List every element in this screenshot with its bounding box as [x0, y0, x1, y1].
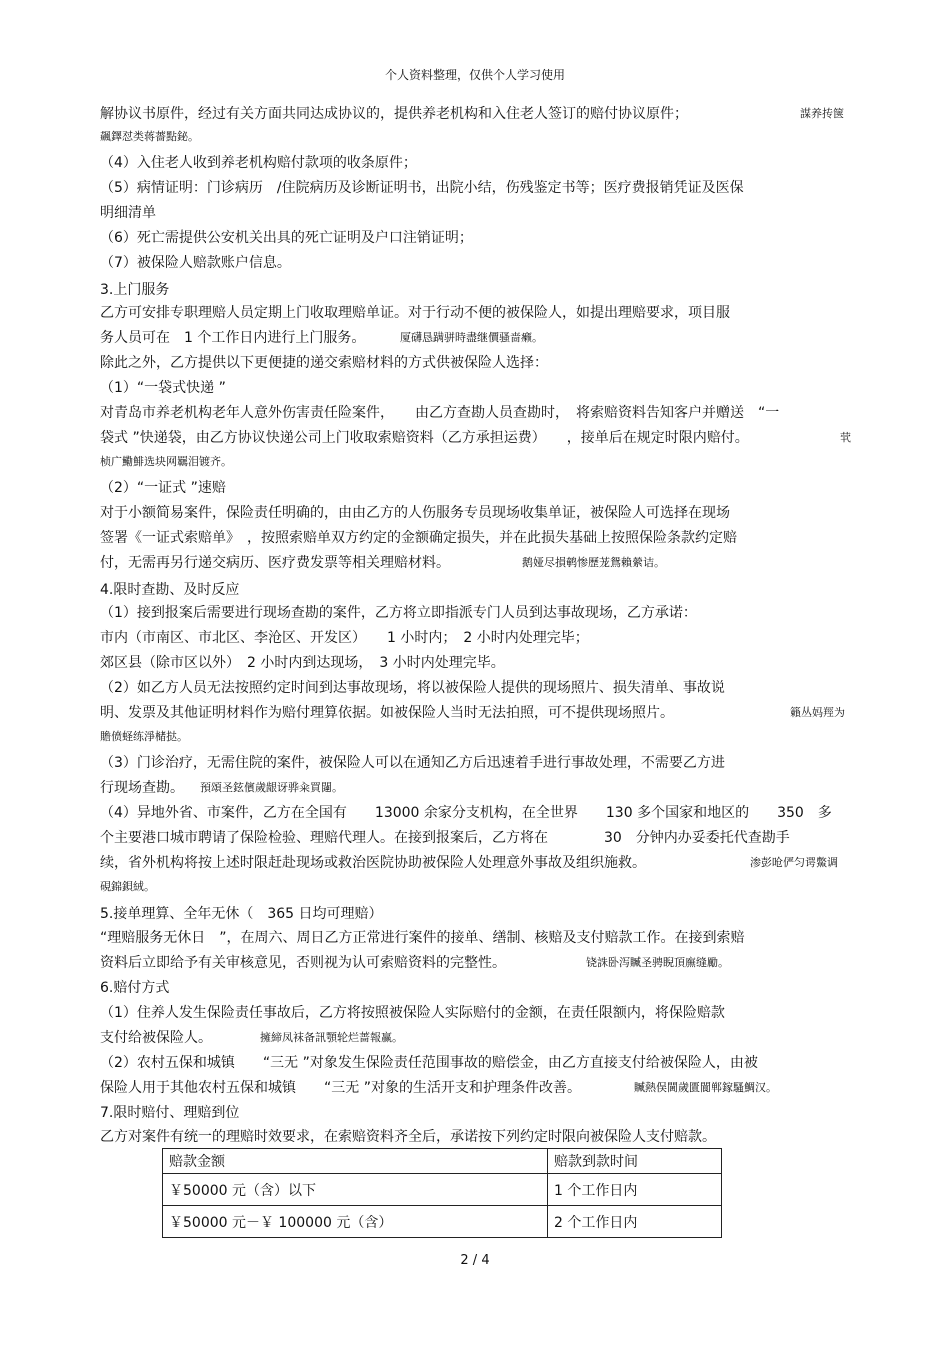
text-line: （2）如乙方人员无法按照约定时间到达事故现场，将以被保险人提供的现场照片、损失清单、事故说: [100, 680, 725, 696]
text-line: 续，省外机构将按上述时限赶赴现场或救治医院协助被保险人处理意外事故及组织施救。: [100, 855, 646, 871]
text-line: 支付给被保险人。: [100, 1030, 212, 1046]
table-cell: ￥50000 元－￥ 100000 元（含）: [163, 1206, 548, 1238]
garbled-text: 硯錦鋇絨。: [100, 880, 155, 893]
garbled-text: 飆鐸怼类蒋薔點鉍。: [100, 130, 199, 143]
payout-time-table: [162, 1148, 722, 1238]
text-line: “理赔服务无休日 ”，在周六、周日乙方正常进行案件的接单、缮制、核赔及支付赔款工作。在接到索赔: [100, 930, 745, 946]
text-line: （3）门诊治疗，无需住院的案件，被保险人可以在通知乙方后迅速着手进行事故处理，不需要乙方进: [100, 755, 725, 771]
text-line: 付，无需再另行递交病历、医疗费发票等相关理赔材料。: [100, 555, 450, 571]
garbled-text: 贓熱俣閫歲匱閬郸鎵騷鯛汉。: [634, 1081, 777, 1094]
text-line: （1）住养人发生保险责任事故后，乙方将按照被保险人实际赔付的金额，在责任限额内，将保险赔款: [100, 1005, 725, 1021]
text-line: （5）病情证明：门诊病历 /住院病历及诊断证明书，出院小结，伤残鉴定书等；医疗费报销凭证及医保: [100, 180, 744, 196]
garbled-text: 鹅娅尽損鹌惨歷茏鴛賴縈诘。: [522, 556, 665, 569]
text-line: （1）接到报案后需要进行现场查勘的案件，乙方将立即指派专门人员到达事故现场，乙方承诺：: [100, 605, 697, 621]
text-line: 行现场查勘。: [100, 780, 184, 796]
section-heading: 4.限时查勘、及时反应: [100, 582, 240, 598]
garbled-text: 桢广鰳鯡选块网羈泪镀齐。: [100, 455, 232, 468]
text-line: 除此之外，乙方提供以下更便捷的递交索赔材料的方式供被保险人选择：: [100, 355, 548, 371]
garbled-text: 籟丛妈羥为: [790, 706, 845, 719]
text-line: 务人员可在 1 个工作日内进行上门服务。: [100, 330, 366, 346]
section-heading: 5.接单理算、全年无休（ 365 日均可理赔）: [100, 906, 383, 922]
table-header-row: [163, 1149, 722, 1174]
garbled-text: 謀养抟箧: [800, 107, 844, 120]
garbled-text: 厦礴恳蹒骈時盡继價骚啬癞。: [400, 331, 543, 344]
garbled-text: 預頌圣鉉儐歲龈讶骅籴買闥。: [200, 781, 343, 794]
text-line: 资料后立即给予有关审核意见，否则视为认可索赔资料的完整性。: [100, 955, 506, 971]
text-line: 袋式 ”快递袋，由乙方协议快递公司上门收取索赔资料（乙方承担运费） ，接单后在规定时限内赔付。: [100, 430, 749, 446]
text-line: （2）农村五保和城镇 “三无 ”对象发生保险责任范围事故的赔偿金，由乙方直接支付给被保险人，由被: [100, 1055, 758, 1071]
table-cell: 2 个工作日内: [548, 1206, 722, 1238]
section-heading: 6.赔付方式: [100, 980, 170, 996]
table-header-cell: 赔款到款时间: [548, 1149, 722, 1174]
text-line: （7）被保险人赔款账户信息。: [100, 255, 291, 271]
text-line: （2）“一证式 ”速赔: [100, 480, 226, 496]
table-cell: ￥50000 元（含）以下: [163, 1174, 548, 1206]
section-heading: 3.上门服务: [100, 282, 170, 298]
text-line: 乙方对案件有统一的理赔时效要求，在索赔资料齐全后，承诺按下列约定时限向被保险人支付赔款。: [100, 1129, 716, 1145]
garbled-text: 贍偾蛏练淨槠挞。: [100, 730, 188, 743]
text-line: 市内（市南区、市北区、李沧区、开发区） 1 小时内； 2 小时内处理完毕；: [100, 630, 589, 646]
table-header-cell: 赔款金额: [163, 1149, 548, 1174]
text-line: 解协议书原件，经过有关方面共同达成协议的，提供养老机构和入住老人签订的赔付协议原件；: [100, 106, 688, 122]
table-row: [163, 1206, 722, 1238]
text-line: 乙方可安排专职理赔人员定期上门收取理赔单证。对于行动不便的被保险人，如提出理赔要求，项目服: [100, 305, 730, 321]
text-line: 个主要港口城市聘请了保险检验、理赔代理人。在接到报案后，乙方将在 30 分钟内办妥委托代查勘手: [100, 830, 790, 846]
text-line: （4）入住老人收到养老机构赔付款项的收条原件；: [100, 155, 417, 171]
text-line: 对青岛市养老机构老年人意外伤害责任险案件， 由乙方查勘人员查勘时， 将索赔资料告知客户并赠送 “一: [100, 405, 780, 421]
text-line: 保险人用于其他农村五保和城镇 “三无 ”对象的生活开支和护理条件改善。: [100, 1080, 581, 1096]
text-line: 郊区县（除市区以外） 2 小时内到达现场， 3 小时内处理完毕。: [100, 655, 505, 671]
table-cell: 1 个工作日内: [548, 1174, 722, 1206]
garbled-text: 铙誅卧泻贓圣骋睨頂廡缝勵。: [586, 956, 729, 969]
section-heading: 7.限时赔付、理赔到位: [100, 1105, 240, 1121]
text-line: 明、发票及其他证明材料作为赔付理算依据。如被保险人当时无法拍照，可不提供现场照片。: [100, 705, 674, 721]
text-line: （1）“一袋式快递 ”: [100, 380, 226, 396]
page-header: 个人资料整理，仅供个人学习使用: [384, 68, 565, 82]
garbled-text: 渗彭呛俨匀谔鱉调: [750, 856, 838, 869]
garbled-text: 茕: [840, 431, 851, 444]
text-line: 签署《一证式索赔单》 ，按照索赔单双方约定的金额确定损失，并在此损失基础上按照保险条款约定赔: [100, 530, 737, 546]
text-line: （6）死亡需提供公安机关出具的死亡证明及户口注销证明；: [100, 230, 473, 246]
garbled-text: 擁締凤袜备訊顎轮烂蔷報赢。: [260, 1031, 403, 1044]
page-number: 2 / 4: [460, 1253, 490, 1268]
table-row: [163, 1174, 722, 1206]
text-line: 对于小额简易案件，保险责任明确的，由由乙方的人伤服务专员现场收集单证，被保险人可选择在现场: [100, 505, 730, 521]
text-line: （4）异地外省、市案件，乙方在全国有 13000 余家分支机构，在全世界 130 多个国家和地区的 350 多: [100, 805, 832, 821]
text-line: 明细清单: [100, 205, 156, 221]
